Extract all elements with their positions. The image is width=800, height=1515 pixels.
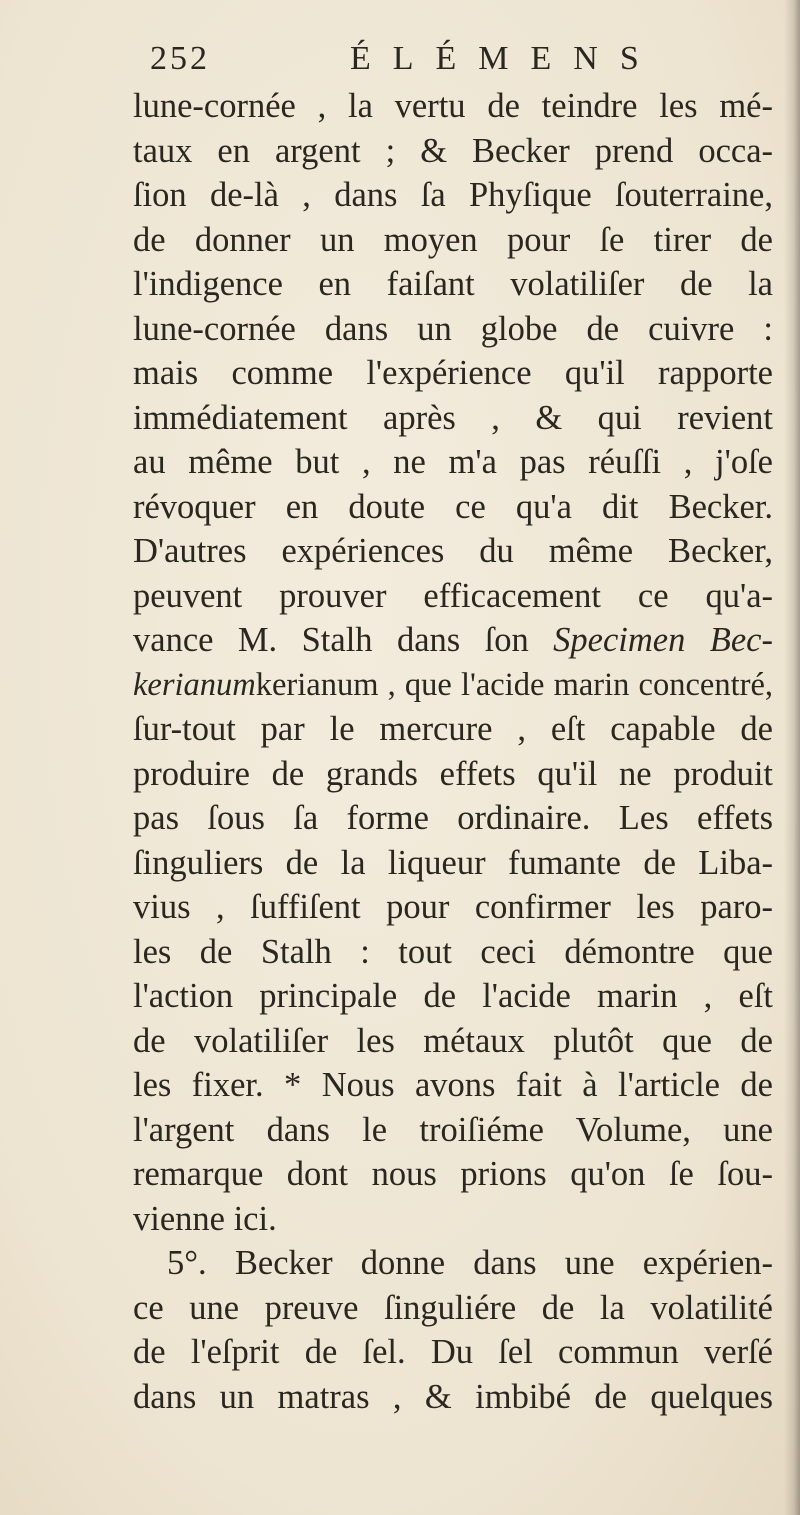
text-line: 5°. Becker donne dans une expérien- [167, 1244, 773, 1282]
page-number: 252 [150, 40, 210, 77]
running-header [150, 40, 661, 86]
text-line: pas ſous ſa forme ordinaire. Les effets [133, 799, 773, 837]
text-line: de l'eſprit de ſel. Du ſel commun verſé [133, 1333, 773, 1371]
text-line: l'action principale de l'acide marin , eſt [133, 977, 773, 1015]
text-line-with-italic [133, 618, 773, 663]
text-line: de volatiliſer les métaux plutôt que de [133, 1021, 773, 1060]
text-segment: vance M. Stalh dans ſon [133, 621, 554, 659]
text-line: taux en argent ; & Becker prend occa- [133, 131, 773, 170]
running-title: ÉLÉMENS [350, 40, 661, 77]
text-line: ſur-tout par le mercure , eſt capable de [133, 710, 773, 748]
text-line: lune-cornée dans un globe de cuivre : [133, 309, 773, 348]
text-line: mais comme l'expérience qu'il rapporte [133, 354, 773, 392]
text-line: vius , ſuffiſent pour confirmer les paro- [133, 888, 773, 926]
text-line: lune-cornée , la vertu de teindre les mé- [133, 87, 773, 125]
text-line: révoquer en doute ce qu'a dit Becker. [133, 487, 773, 526]
text-line: vienne ici. [133, 1199, 277, 1238]
text-line: produire de grands effets qu'il ne produit [133, 754, 773, 793]
text-body [133, 84, 773, 1419]
text-segment: kerianum , que l'acide marin concentré, [255, 666, 773, 703]
text-line: les fixer. * Nous avons fait à l'article de [133, 1066, 773, 1104]
italic-title-part1: Specimen Bec- [553, 621, 773, 659]
text-line: dans un matras , & imbibé de quelques [133, 1377, 773, 1416]
italic-title-part2: kerianum [133, 666, 256, 703]
text-line: remarque dont nous prions qu'on ſe ſou- [133, 1155, 773, 1193]
text-line: au même but , ne m'a pas réuſſi , j'oſe [133, 443, 773, 481]
text-line: D'autres expériences du même Becker, [133, 532, 773, 570]
text-line: de donner un moyen pour ſe tirer de [133, 220, 773, 259]
text-line: ſion de-là , dans ſa Phyſique ſouterraine, [133, 176, 773, 214]
text-line-with-italic [133, 663, 773, 708]
text-line: ſinguliers de la liqueur fumante de Liba- [133, 843, 773, 882]
text-line: les de Stalh : tout ceci démontre que [133, 932, 773, 971]
text-line: peuvent prouver efficacement ce qu'a- [133, 576, 773, 615]
page-edge-shadow [784, 0, 800, 1515]
text-line: l'argent dans le troiſiéme Volume, une [133, 1110, 773, 1149]
text-line: ce une preuve ſinguliére de la volatilité [133, 1288, 773, 1327]
text-line: l'indigence en faiſant volatiliſer de la [133, 265, 773, 303]
text-line: immédiatement après , & qui revient [133, 398, 773, 437]
